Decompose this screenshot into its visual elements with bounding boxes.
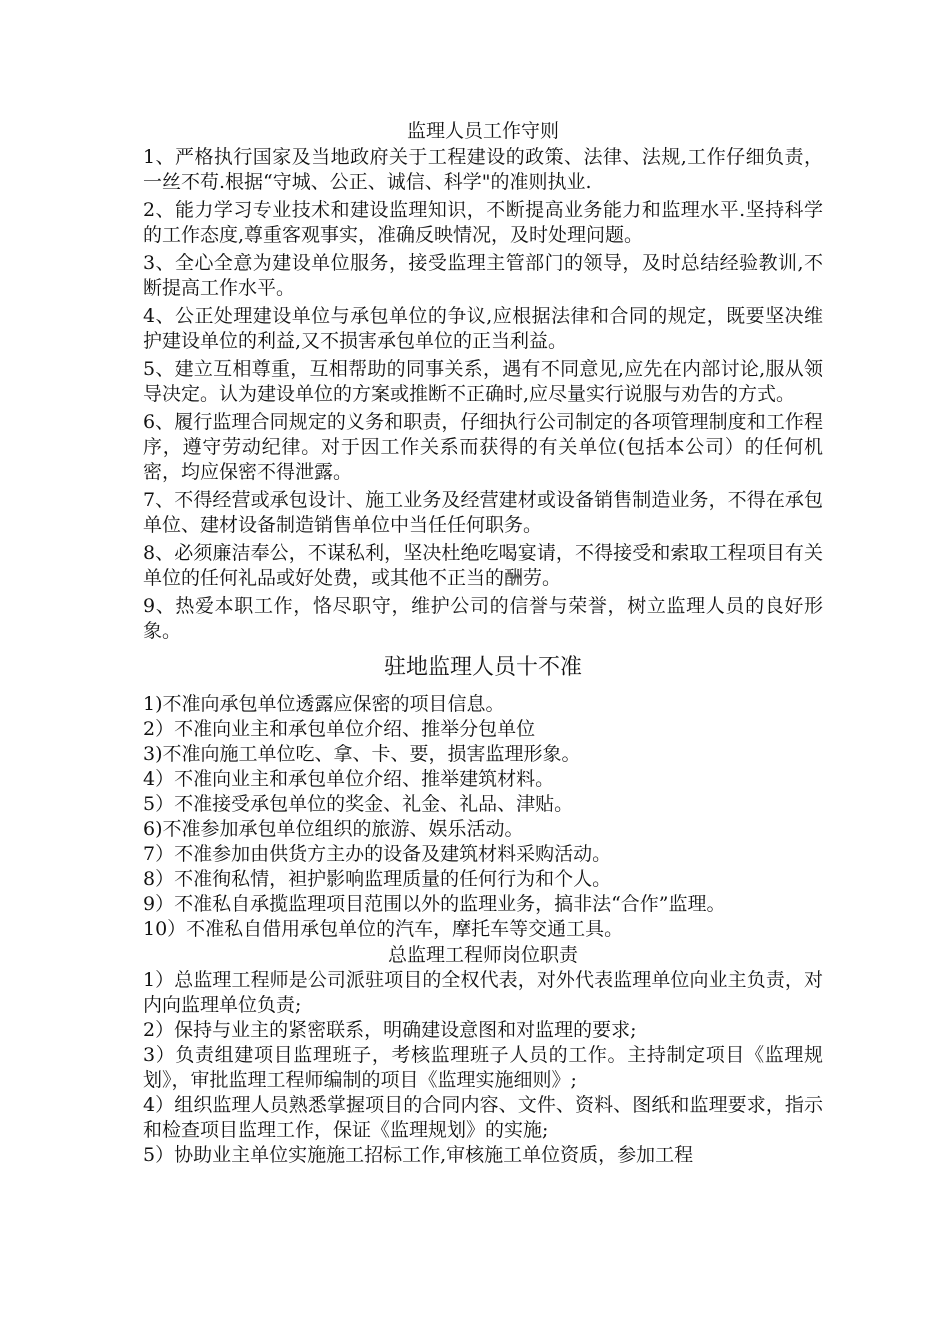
- work-rule-item: 4、公正处理建设单位与承包单位的争议,应根据法律和合同的规定，既要坚决维护建设单位的利益,又不损害承包单位的正当利益。: [143, 305, 823, 352]
- work-rule-item: 9、热爱本职工作，恪尽职守，维护公司的信誉与荣誉，树立监理人员的良好形象。: [143, 595, 823, 642]
- prohibition-item: 5）不准接受承包单位的奖金、礼金、礼品、津贴。: [143, 793, 574, 815]
- prohibition-item: 4）不准向业主和承包单位介绍、推举建筑材料。: [143, 768, 555, 790]
- prohibition-item: 2）不准向业主和承包单位介绍、推举分包单位: [143, 718, 536, 740]
- duty-item: 2）保持与业主的紧密联系，明确建设意图和对监理的要求;: [143, 1019, 637, 1041]
- ten-prohibitions-section: [143, 653, 823, 942]
- chief-engineer-duties-title: 总监理工程师岗位职责: [387, 944, 578, 966]
- work-rule-item: 5、建立互相尊重，互相帮助的同事关系，遇有不同意见,应先在内部讨论,服从领导决定。认为建设单位的方案或推断不正确时,应尽量实行说服与劝告的方式。: [143, 358, 823, 405]
- chief-engineer-duties-section: [143, 942, 823, 1168]
- prohibition-item: 1)不准向承包单位透露应保密的项目信息。: [143, 693, 505, 715]
- duty-item: 1）总监理工程师是公司派驻项目的全权代表，对外代表监理单位向业主负责，对内向监理单位负责;: [143, 969, 823, 1016]
- duty-item: 5）协助业主单位实施施工招标工作,审核施工单位资质，参加工程: [143, 1144, 694, 1166]
- work-rule-item: 2、能力学习专业技术和建设监理知识，不断提高业务能力和监理水平.坚持科学的工作态度,尊重客观事实，准确反映情况，及时处理问题。: [143, 199, 823, 246]
- prohibition-item: 6)不准参加承包单位组织的旅游、娱乐活动。: [143, 818, 524, 840]
- work-rules-section: [143, 118, 823, 644]
- work-rule-item: 8、必须廉洁奉公，不谋私利，坚决杜绝吃喝宴请，不得接受和索取工程项目有关单位的任何礼品或好处费，或其他不正当的酬劳。: [143, 542, 823, 589]
- work-rules-title: 监理人员工作守则: [406, 120, 559, 142]
- prohibition-item: 9）不准私自承揽监理项目范围以外的监理业务，搞非法“合作”监理。: [143, 893, 726, 915]
- prohibition-item: 8）不准徇私情，袒护影响监理质量的任何行为和个人。: [143, 868, 612, 890]
- work-rule-item: 7、不得经营或承包设计、施工业务及经营建材或设备销售制造业务，不得在承包单位、建材设备制造销售单位中当任任何职务。: [143, 489, 823, 536]
- ten-prohibitions-title: 驻地监理人员十不准: [383, 655, 582, 680]
- work-rule-item: 6、履行监理合同规定的义务和职责，仔细执行公司制定的各项管理制度和工作程序，遵守劳动纪律。对于因工作关系而获得的有关单位(包括本公司）的任何机密，均应保密不得泄露。: [143, 411, 823, 483]
- work-rule-item: 3、全心全意为建设单位服务，接受监理主管部门的领导，及时总结经验教训,不断提高工作水平。: [143, 252, 823, 299]
- work-rule-item: 1、严格执行国家及当地政府关于工程建设的政策、法律、法规,工作仔细负责，一丝不苟.根据“守城、公正、诚信、科学"的准则执业.: [143, 146, 823, 193]
- duty-item: 4）组织监理人员熟悉掌握项目的合同内容、文件、资料、图纸和监理要求，指示和检查项目监理工作，保证《监理规划》的实施;: [143, 1094, 823, 1141]
- document-page: [143, 118, 823, 1168]
- prohibition-item: 3)不准向施工单位吃、拿、卡、要，损害监理形象。: [143, 743, 581, 765]
- prohibition-item: 10）不准私自借用承包单位的汽车，摩托车等交通工具。: [143, 918, 624, 940]
- duty-item: 3）负责组建项目监理班子，考核监理班子人员的工作。主持制定项目《监理规划》，审批监理工程师编制的项目《监理实施细则》;: [143, 1044, 823, 1091]
- prohibition-item: 7）不准参加由供货方主办的设备及建筑材料采购活动。: [143, 843, 612, 865]
